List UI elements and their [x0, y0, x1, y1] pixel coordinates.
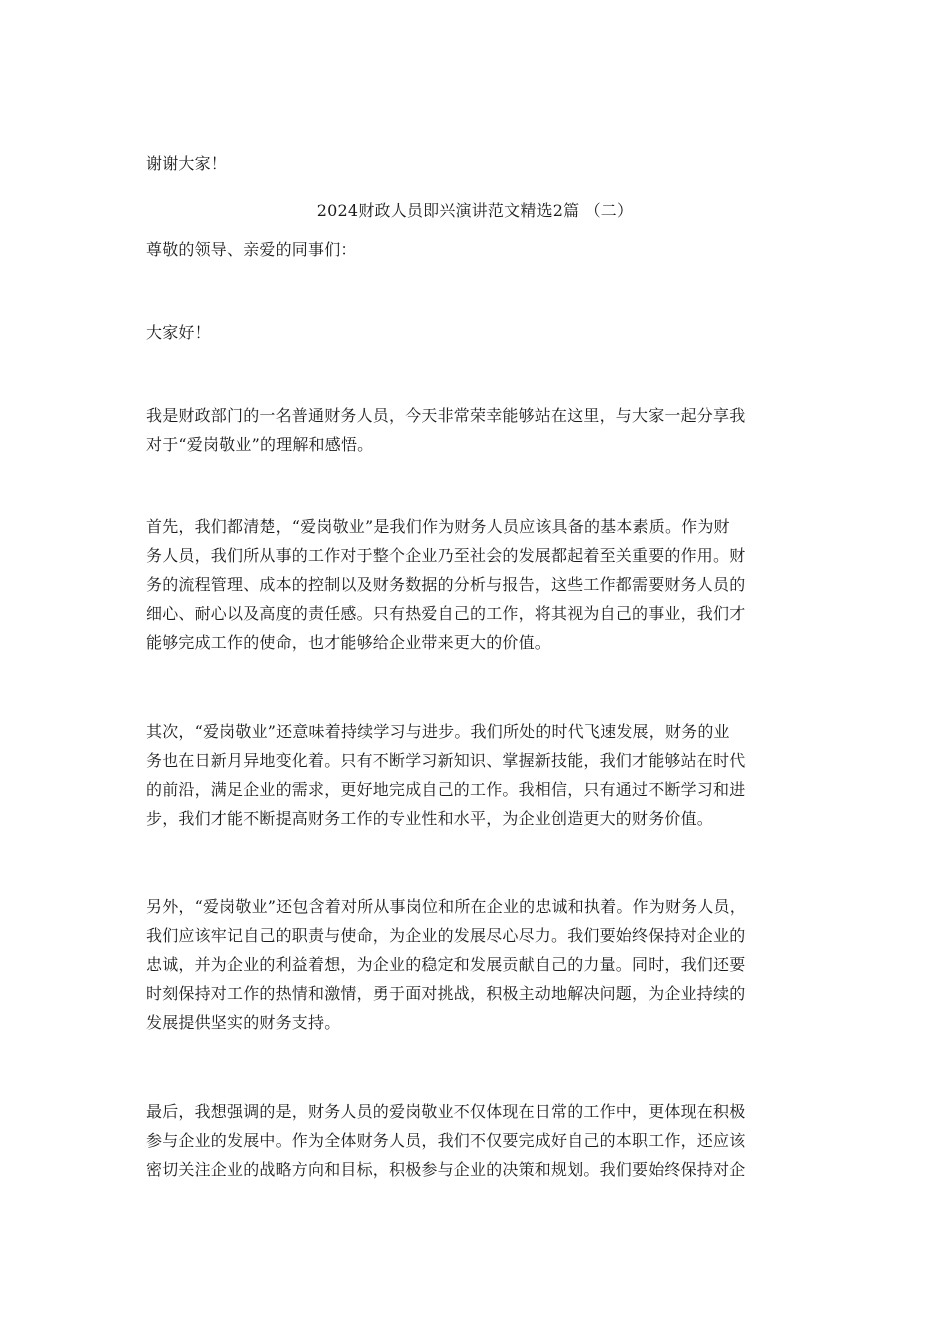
paragraph-line: 最后，我想强调的是，财务人员的爱岗敬业不仅体现在日常的工作中，更体现在积极 — [146, 1102, 746, 1121]
paragraph-line: 密切关注企业的战略方向和目标，积极参与企业的决策和规划。我们要始终保持对企 — [146, 1160, 746, 1179]
paragraph-line: 我们应该牢记自己的职责与使命，为企业的发展尽心尽力。我们要始终保持对企业的 — [146, 926, 746, 945]
paragraph-line: 步，我们才能不断提高财务工作的专业性和水平，为企业创造更大的财务价值。 — [146, 809, 714, 828]
paragraph-line: 对于“爱岗敬业”的理解和感悟。 — [146, 435, 374, 454]
paragraph-line: 务的流程管理、成本的控制以及财务数据的分析与报告，这些工作都需要财务人员的 — [146, 575, 746, 594]
greeting: 大家好！ — [146, 323, 211, 342]
paragraph-line: 发展提供坚实的财务支持。 — [146, 1013, 341, 1032]
paragraph-line: 忠诚，并为企业的利益着想，为企业的稳定和发展贡献自己的力量。同时，我们还要 — [146, 955, 746, 974]
paragraph-line: 务也在日新月异地变化着。只有不断学习新知识、掌握新技能，我们才能够站在时代 — [146, 751, 746, 770]
paragraph-line: 细心、耐心以及高度的责任感。只有热爱自己的工作，将其视为自己的事业，我们才 — [146, 604, 746, 623]
paragraph-line: 首先，我们都清楚，“爱岗敬业”是我们作为财务人员应该具备的基本素质。作为财 — [146, 517, 730, 536]
document-title: 2024财政人员即兴演讲范文精选2篇 （二） — [316, 201, 634, 220]
salutation: 尊敬的领导、亲爱的同事们： — [146, 240, 357, 259]
paragraph-line: 其次，“爱岗敬业”还意味着持续学习与进步。我们所处的时代飞速发展，财务的业 — [146, 722, 730, 741]
paragraph-line: 时刻保持对工作的热情和激情，勇于面对挑战，积极主动地解决问题，为企业持续的 — [146, 984, 746, 1003]
paragraph-line: 另外，“爱岗敬业”还包含着对所从事岗位和所在企业的忠诚和执着。作为财务人员， — [146, 897, 746, 916]
paragraph-line: 参与企业的发展中。作为全体财务人员，我们不仅要完成好自己的本职工作，还应该 — [146, 1131, 746, 1150]
paragraph-line: 的前沿，满足企业的需求，更好地完成自己的工作。我相信，只有通过不断学习和进 — [146, 780, 746, 799]
closing-line: 谢谢大家！ — [146, 154, 228, 173]
paragraph-line: 能够完成工作的使命，也才能够给企业带来更大的价值。 — [146, 633, 552, 652]
paragraph-line: 我是财政部门的一名普通财务人员，今天非常荣幸能够站在这里，与大家一起分享我 — [146, 406, 746, 425]
paragraph-line: 务人员，我们所从事的工作对于整个企业乃至社会的发展都起着至关重要的作用。财 — [146, 546, 746, 565]
